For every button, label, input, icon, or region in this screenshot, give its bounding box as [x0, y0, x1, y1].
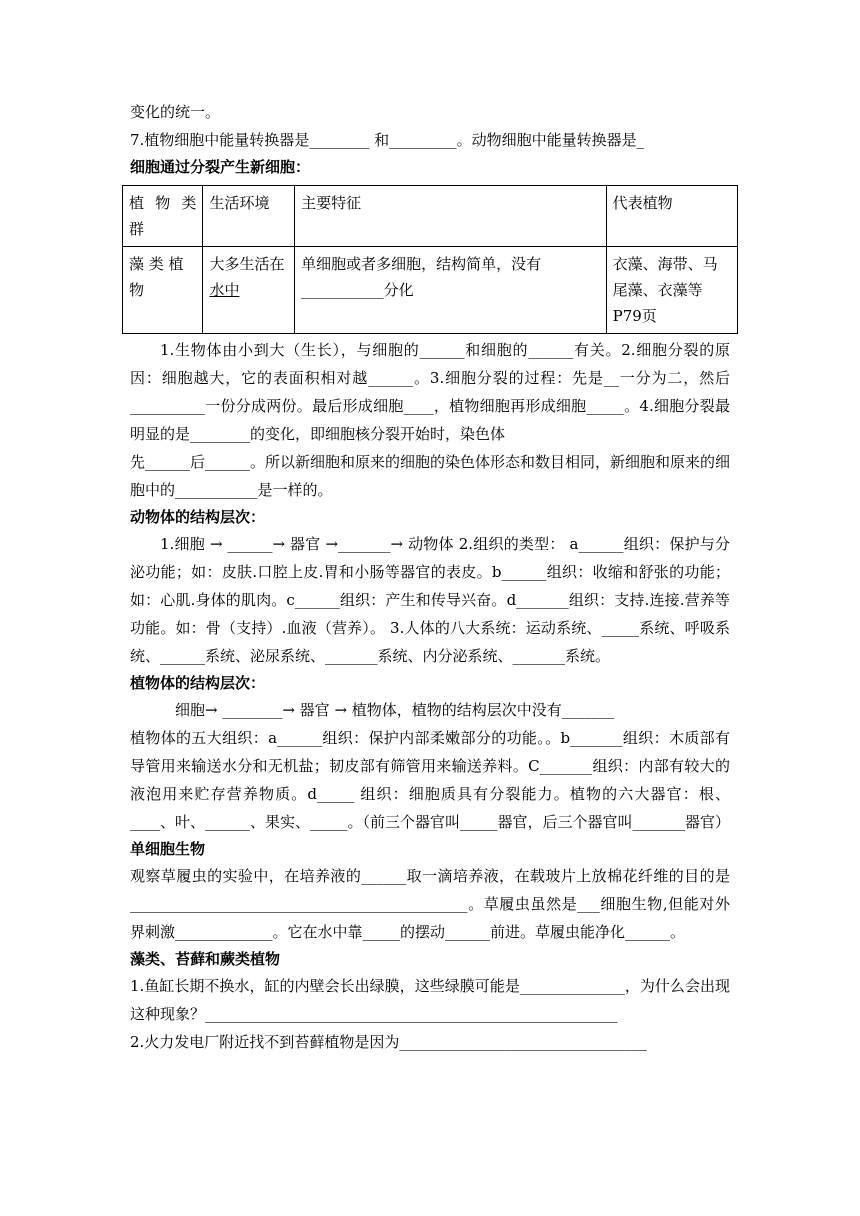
- heading-plant-structure: 植物体的结构层次：: [130, 674, 266, 692]
- paragraph-chromosome: 先______后______。所以新细胞和原来的细胞的染色体形态和数目相同，新细胞和原来的细胞中的___________是一样的。: [130, 453, 731, 499]
- cell-features: 单细胞或者多细胞，结构简单，没有___________分化: [295, 247, 607, 334]
- cell-environment-underlined: 水中: [209, 281, 240, 299]
- cell-environment: [203, 247, 295, 334]
- document-page: [130, 98, 730, 1056]
- header-features: 主要特征: [295, 186, 607, 247]
- question-1: 1.鱼缸长期不换水，缸的内壁会长出绿膜，这些绿膜可能是______________，为什么会出现这种现象？_______________________________________________________: [130, 977, 730, 1023]
- table-row: [123, 247, 738, 334]
- heading-cell-division: 细胞通过分裂产生新细胞：: [130, 158, 311, 176]
- cell-environment-text: 大多生活在: [209, 255, 285, 273]
- question-2: 2.火力发电厂附近找不到苔藓植物是因为_________________________________: [130, 1033, 647, 1051]
- cell-group: 藻 类 植物: [123, 247, 203, 334]
- header-representative: 代表植物: [606, 186, 737, 247]
- header-plant-group: 植 物 类群: [123, 186, 203, 247]
- header-environment: 生活环境: [203, 186, 295, 247]
- paragraph-animal-structure: 1.细胞 → ______→ 器官 →_______→ 动物体 2.组织的类型： a______组织：保护与分泌功能；如：皮肤.口腔上皮.胃和小肠等器官的表皮。b______组织：收缩和舒张的功能；如：心肌.身体的肌肉。c______组织：产生和传导兴奋。d_______组织：支持.连接.营养等功能。如：骨（支持）.血液（营养）。 3.人体的八大系统：运动系统、_____系统、呼吸系统、______系统、泌尿系统、_______系统、内分泌系统、_______系统。: [130, 535, 730, 665]
- heading-single-cell: 单细胞生物: [130, 840, 206, 858]
- heading-algae-moss-fern: 藻类、苔藓和蕨类植物: [130, 950, 281, 968]
- cell-representative: 衣藻、海带、马尾藻、衣藻等P79页: [606, 247, 737, 334]
- table-header-row: [123, 186, 738, 247]
- paragraph-cell-division: 1.生物体由小到大（生长），与细胞的______和细胞的______有关。2.细胞分裂的原因：细胞越大，它的表面积相对越______。3.细胞分裂的过程：先是__一分为二，然后__________一份分成两份。最后形成细胞____，植物细胞再形成细胞_____。4.细胞分裂最明显的是________的变化，即细胞核分裂开始时，染色体: [130, 341, 730, 443]
- paragraph-paramecium: 观察草履虫的实验中，在培养液的______取一滴培养液，在载玻片上放棉花纤维的目的是_____________________________________________。草履虫虽然是___细胞生物,但能对外界刺激_____________。它在水中靠_____的摆动______前进。草履虫能净化______。: [130, 867, 730, 941]
- plant-group-table: [122, 185, 738, 334]
- heading-animal-structure: 动物体的结构层次：: [130, 508, 266, 526]
- line-1: 变化的统一。: [130, 103, 221, 121]
- paragraph-plant-tissues: 植物体的五大组织：a______组织：保护内部柔嫩部分的功能。。b_______组织：木质部有导管用来输送水分和无机盐；韧皮部有筛管用来输送养料。C_______组织：内部有较大的液泡用来贮存营养物质。d_____ 组织：细胞质具有分裂能力。植物的六大器官：根、____、叶、______、果实、_____。（前三个器官叫_____器官，后三个器官叫_______器官）: [130, 729, 731, 831]
- line-2: 7.植物细胞中能量转换器是________ 和_________。动物细胞中能量转换器是_: [130, 131, 645, 149]
- paragraph-plant-levels: 细胞→ ________→ 器官 → 植物体，植物的结构层次中没有_______: [175, 701, 615, 719]
